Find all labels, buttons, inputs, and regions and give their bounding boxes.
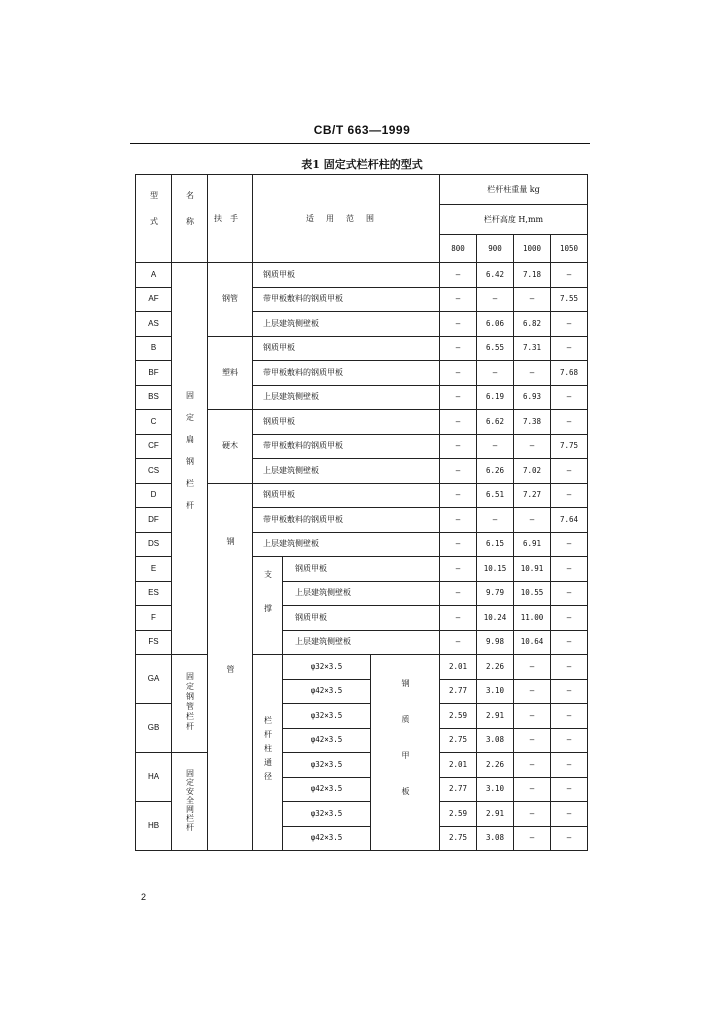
weight-cell: —	[514, 679, 551, 704]
weight-cell: —	[551, 606, 588, 631]
weight-cell: 2.91	[477, 704, 514, 729]
weight-cell: —	[551, 385, 588, 410]
weight-cell: 3.10	[477, 777, 514, 802]
scope-cell: 上层建筑侧壁板	[253, 532, 440, 557]
scope-cell: 上层建筑侧壁板	[253, 459, 440, 484]
weight-cell: —	[514, 753, 551, 778]
weight-cell: 7.55	[551, 287, 588, 312]
weight-cell: 2.77	[440, 777, 477, 802]
name-flat-steel	[172, 263, 208, 655]
weight-cell: —	[440, 557, 477, 582]
weight-cell: —	[477, 508, 514, 533]
weight-cell: 7.27	[514, 483, 551, 508]
type-code: GA	[136, 655, 172, 704]
col-handrail-header: 扶手	[208, 175, 253, 263]
table-row	[136, 753, 588, 778]
weight-cell: —	[514, 777, 551, 802]
handrail-plastic: 塑料	[208, 336, 253, 410]
weight-cell: —	[551, 777, 588, 802]
weight-cell: 6.91	[514, 532, 551, 557]
support-label-text: 支撑	[263, 570, 273, 638]
weight-cell: —	[551, 826, 588, 851]
weight-cell: —	[551, 312, 588, 337]
weight-cell: 7.18	[514, 263, 551, 288]
weight-cell: —	[440, 508, 477, 533]
weight-cell: 10.91	[514, 557, 551, 582]
height-1050: 1050	[551, 235, 588, 263]
weight-cell: 3.08	[477, 728, 514, 753]
scope-cell: 上层建筑侧壁板	[253, 385, 440, 410]
weight-cell: 10.15	[477, 557, 514, 582]
weight-cell: —	[514, 826, 551, 851]
pipe-diameter-label	[253, 655, 283, 851]
type-code: F	[136, 606, 172, 631]
scope-cell: 带甲板敷料的钢质甲板	[253, 287, 440, 312]
pipe-diameter-label-text: 栏杆柱通径	[263, 716, 273, 786]
weight-cell: 7.75	[551, 434, 588, 459]
weight-cell: —	[440, 336, 477, 361]
weight-cell: —	[514, 802, 551, 827]
type-code: D	[136, 483, 172, 508]
pipe-diameter: φ32×3.5	[283, 704, 371, 729]
handrail-wood: 硬木	[208, 410, 253, 484]
weight-cell: 6.82	[514, 312, 551, 337]
weight-cell: 2.26	[477, 655, 514, 680]
weight-cell: —	[551, 728, 588, 753]
weight-cell: 9.98	[477, 630, 514, 655]
pipe-diameter: φ32×3.5	[283, 802, 371, 827]
weight-cell: 2.75	[440, 826, 477, 851]
weight-cell: —	[440, 630, 477, 655]
scope-cell: 上层建筑侧壁板	[283, 581, 440, 606]
table-caption: 表1 固定式栏杆柱的型式	[301, 158, 423, 171]
pipe-diameter: φ42×3.5	[283, 777, 371, 802]
weight-cell: —	[514, 361, 551, 386]
pipe-diameter: φ32×3.5	[283, 655, 371, 680]
type-code: BS	[136, 385, 172, 410]
weight-cell: 6.55	[477, 336, 514, 361]
weight-cell: —	[514, 508, 551, 533]
weight-cell: —	[440, 385, 477, 410]
scope-cell: 钢质甲板	[253, 410, 440, 435]
col-type-header: 型式	[136, 175, 172, 263]
weight-cell: 9.79	[477, 581, 514, 606]
weight-cell: —	[551, 263, 588, 288]
weight-cell: —	[551, 459, 588, 484]
weight-cell: 6.15	[477, 532, 514, 557]
pipe-diameter: φ32×3.5	[283, 753, 371, 778]
scope-cell: 钢质甲板	[283, 606, 440, 631]
type-code: HB	[136, 802, 172, 851]
weight-cell: 3.10	[477, 679, 514, 704]
weight-cell: —	[440, 361, 477, 386]
weight-cell: 6.19	[477, 385, 514, 410]
railing-post-table	[135, 174, 588, 851]
weight-cell: —	[514, 704, 551, 729]
weight-cell: —	[440, 483, 477, 508]
weight-cell: 7.38	[514, 410, 551, 435]
weight-cell: —	[551, 483, 588, 508]
name-steel-pipe	[172, 655, 208, 753]
height-1000: 1000	[514, 235, 551, 263]
weight-cell: —	[440, 434, 477, 459]
weight-cell: —	[440, 459, 477, 484]
weight-cell: 2.59	[440, 704, 477, 729]
scope-cell: 钢质甲板	[253, 336, 440, 361]
type-code: GB	[136, 704, 172, 753]
scope-cell: 钢质甲板	[253, 483, 440, 508]
handrail-steel: 钢管	[208, 263, 253, 337]
scope-cell: 上层建筑侧壁板	[283, 630, 440, 655]
support-label	[253, 557, 283, 655]
type-code: AF	[136, 287, 172, 312]
weight-cell: 2.26	[477, 753, 514, 778]
weight-cell: —	[477, 287, 514, 312]
type-code: BF	[136, 361, 172, 386]
weight-cell: —	[551, 532, 588, 557]
weight-cell: —	[514, 434, 551, 459]
type-code: ES	[136, 581, 172, 606]
weight-cell: —	[477, 361, 514, 386]
weight-cell: 6.51	[477, 483, 514, 508]
weight-cell: —	[440, 312, 477, 337]
weight-cell: 10.64	[514, 630, 551, 655]
weight-cell: —	[514, 655, 551, 680]
weight-cell: 2.01	[440, 655, 477, 680]
weight-cell: 6.62	[477, 410, 514, 435]
weight-cell: 2.77	[440, 679, 477, 704]
scope-cell: 带甲板敷料的钢质甲板	[253, 508, 440, 533]
weight-cell: —	[440, 410, 477, 435]
weight-cell: 3.08	[477, 826, 514, 851]
standard-code: CB/T 663—1999	[313, 123, 411, 137]
type-code: DF	[136, 508, 172, 533]
col-name-header: 名称	[172, 175, 208, 263]
height-800: 800	[440, 235, 477, 263]
weight-cell: —	[551, 630, 588, 655]
weight-cell: —	[551, 557, 588, 582]
weight-cell: 6.26	[477, 459, 514, 484]
name-steel-pipe-text: 固定钢管栏杆	[185, 672, 195, 732]
table-row	[136, 655, 588, 680]
type-code: CS	[136, 459, 172, 484]
deck-label	[371, 655, 440, 851]
weight-cell: —	[440, 606, 477, 631]
weight-cell: —	[551, 655, 588, 680]
page-number: 2	[141, 892, 147, 902]
weight-cell: 2.75	[440, 728, 477, 753]
type-code: FS	[136, 630, 172, 655]
header-rule	[130, 143, 590, 144]
type-code: CF	[136, 434, 172, 459]
weight-cell: —	[440, 581, 477, 606]
weight-cell: —	[440, 287, 477, 312]
name-safety-net-text: 固定安全网栏杆	[185, 768, 195, 832]
handrail-pipe	[208, 483, 253, 851]
handrail-pipe-text: 钢管	[226, 537, 235, 794]
scope-cell: 带甲板敷料的钢质甲板	[253, 361, 440, 386]
weight-cell: —	[551, 753, 588, 778]
scope-cell: 钢质甲板	[283, 557, 440, 582]
weight-cell: —	[551, 410, 588, 435]
weight-cell: 7.68	[551, 361, 588, 386]
weight-cell: 10.24	[477, 606, 514, 631]
weight-header: 栏杆柱重量 kg	[440, 175, 588, 205]
type-code: AS	[136, 312, 172, 337]
weight-cell: 10.55	[514, 581, 551, 606]
scope-cell: 钢质甲板	[253, 263, 440, 288]
height-900: 900	[477, 235, 514, 263]
weight-cell: 6.06	[477, 312, 514, 337]
weight-cell: 2.01	[440, 753, 477, 778]
pipe-diameter: φ42×3.5	[283, 728, 371, 753]
type-code: C	[136, 410, 172, 435]
weight-cell: 7.31	[514, 336, 551, 361]
table-row	[136, 263, 588, 288]
type-code: E	[136, 557, 172, 582]
weight-cell: —	[514, 287, 551, 312]
type-code: B	[136, 336, 172, 361]
pipe-diameter: φ42×3.5	[283, 679, 371, 704]
weight-cell: —	[551, 802, 588, 827]
weight-cell: 2.59	[440, 802, 477, 827]
weight-cell: 7.02	[514, 459, 551, 484]
weight-cell: —	[514, 728, 551, 753]
weight-cell: —	[440, 263, 477, 288]
weight-cell: 6.93	[514, 385, 551, 410]
deck-label-text: 钢质甲板	[401, 679, 410, 823]
type-code: HA	[136, 753, 172, 802]
name-safety-net	[172, 753, 208, 851]
weight-cell: —	[440, 532, 477, 557]
weight-cell: —	[551, 581, 588, 606]
name-flat-steel-text: 固定扁钢栏杆	[185, 391, 195, 523]
height-header: 栏杆高度 H,mm	[440, 205, 588, 235]
weight-cell: 7.64	[551, 508, 588, 533]
col-scope-header: 适用范围	[253, 175, 440, 263]
weight-cell: —	[551, 336, 588, 361]
weight-cell: 6.42	[477, 263, 514, 288]
scope-cell: 带甲板敷料的钢质甲板	[253, 434, 440, 459]
pipe-diameter: φ42×3.5	[283, 826, 371, 851]
weight-cell: 11.00	[514, 606, 551, 631]
weight-cell: —	[551, 679, 588, 704]
type-code: A	[136, 263, 172, 288]
weight-cell: 2.91	[477, 802, 514, 827]
scope-cell: 上层建筑侧壁板	[253, 312, 440, 337]
weight-cell: —	[477, 434, 514, 459]
weight-cell: —	[551, 704, 588, 729]
type-code: DS	[136, 532, 172, 557]
